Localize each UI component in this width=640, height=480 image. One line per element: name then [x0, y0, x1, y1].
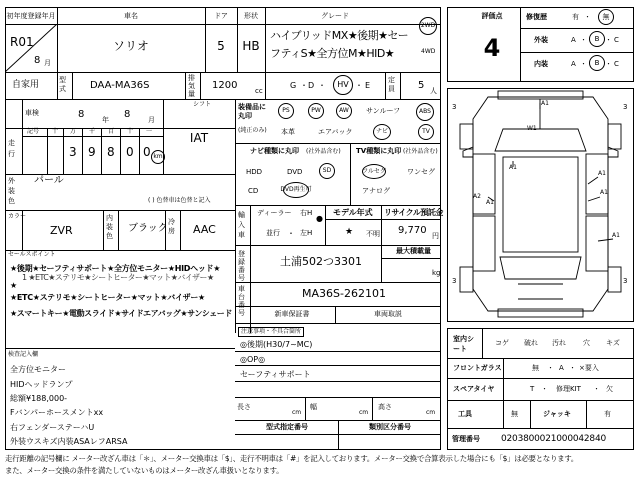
plate-value: 土浦502つ3301	[280, 255, 362, 268]
windshield-none: 無	[532, 364, 539, 372]
exterior-value: パール	[34, 175, 64, 186]
mileage-digit-10k: 3	[69, 145, 77, 159]
mileage-digit-100: 8	[107, 145, 115, 159]
mileage-digit-1k: 9	[88, 145, 96, 159]
caution-line1: ◎後期(H30/7~MC)	[240, 340, 313, 349]
inspector-line4: Fバンパーホースメントxx	[10, 408, 104, 417]
equip-navi-circled: ナビ	[373, 124, 391, 140]
fuel-d: D	[308, 81, 315, 90]
jack-label: ジャッキ	[543, 410, 571, 418]
model-year-value: ★	[345, 227, 354, 237]
int-grade-b-circled: B	[589, 55, 605, 71]
drive-4wd-label: 4WD	[421, 48, 436, 55]
tv-label: TV種類に丸印	[356, 147, 402, 155]
digit-label-1: 一	[146, 128, 153, 135]
first-reg-era-year: R01	[10, 35, 34, 49]
fuel-g: G	[290, 81, 297, 90]
capacity-label: 定員	[388, 76, 395, 93]
digit-label-sign: 記号	[27, 128, 40, 135]
car-name-label: 車名	[124, 12, 138, 20]
displacement-label: 排気量	[188, 74, 195, 98]
digit-label-10: 十	[127, 128, 134, 135]
ext-grade-b-circled: B	[589, 31, 605, 47]
diag-a1-right-front: A1	[598, 170, 606, 177]
tv-oneseg: ワンセグ	[407, 168, 435, 176]
car-name-value: ソリオ	[113, 39, 149, 53]
sales-point-overlap: 1 ★ETC★ステリモ★シートヒーター★マット★バイザー★	[22, 273, 214, 282]
model-label: 型式	[59, 76, 66, 93]
seat-stain: 汚れ	[552, 339, 566, 347]
displacement-value: 1200	[212, 80, 238, 91]
capacity-load-unit: kg	[432, 269, 441, 277]
sales-point-line1: ★後期★セーフティサポート★全方位モニター★HIDヘッド★	[10, 264, 221, 273]
capacity-value: 5	[418, 80, 425, 91]
navi-dvd-playback-circled: DVD再生可	[283, 182, 309, 198]
usage-value: 自家用	[12, 80, 40, 90]
car-damage-diagram	[448, 89, 633, 321]
dim-height-label: 高さ	[378, 403, 392, 411]
import-lhd: 左H	[300, 229, 313, 237]
grade-line1: ハイブリッドMX★後期★セー	[270, 29, 409, 42]
seat-hole: 穴	[583, 339, 590, 347]
inspection-year: 8	[78, 109, 85, 120]
diag-bracket-tl: 3	[452, 103, 457, 111]
first-reg-label: 初年度登録年月	[6, 12, 56, 20]
import-dealer: ディーラー	[257, 209, 292, 217]
vin-label: 車台番号	[238, 285, 245, 317]
mgmt-number-value: 0203800021000042840	[501, 434, 606, 444]
digit-label-10k: 万	[70, 128, 77, 135]
recycle-value: 9,770	[398, 225, 427, 236]
footer-note-1: 走行距離の記号欄に メーター改ざん車は「＊」、メーター交換車は「$」、走行不明車は「#」を記入しております。メーター交換で合算表示した場合にも「$」は必要となります。	[5, 454, 578, 463]
recycle-label: リサイクル預託金	[384, 208, 443, 217]
import-rhd-mark: ●	[316, 214, 323, 223]
equip-tv-circled: TV	[418, 124, 434, 140]
inspector-line2: HIDヘッドランプ	[10, 380, 73, 389]
jack-value: 有	[604, 410, 611, 418]
sales-point-extra-star: ★	[10, 281, 18, 290]
inspection-month-unit: 月	[148, 116, 155, 124]
equip-airbag: エアバック	[318, 128, 353, 136]
ac-value: AAC	[193, 223, 216, 236]
dim-length-label: 長さ	[237, 403, 251, 411]
digit-label-1k: 千	[89, 128, 96, 135]
equipment-label: 装備品に丸印	[238, 103, 266, 120]
windshield-label: フロントガラス	[453, 364, 502, 372]
tools-value: 無	[511, 410, 518, 418]
navi-label: ナビ種類に丸印	[250, 147, 299, 155]
grade-line2: フティS★全方位M★HID★	[270, 47, 395, 60]
warranty-label: 新車保証書	[274, 310, 310, 318]
dim-width-label: 幅	[310, 403, 317, 411]
navi-sd-circled: SD	[319, 163, 335, 179]
ext-grade-c: C	[614, 36, 619, 44]
exterior-grade-label: 外装	[534, 36, 548, 44]
equipment-sub: (純正のみ)	[238, 127, 267, 134]
recycle-unit: 円	[432, 232, 439, 240]
diag-a2-left: A2	[473, 193, 481, 200]
spare-missing: 欠	[606, 385, 613, 393]
grade-label: グレード	[321, 12, 349, 20]
model-no-label: 型式指定番号	[266, 423, 308, 431]
caution-line2: ◎OP◎	[240, 355, 266, 364]
ac-label: 冷房	[168, 218, 175, 235]
first-reg-divider	[5, 24, 57, 72]
shift-value: IAT	[189, 131, 209, 145]
navi-sub: (社外品含む)	[306, 148, 341, 155]
interior-seat-label: 室内シート	[453, 335, 474, 353]
repair-no-circled: 無	[598, 9, 614, 25]
first-reg-month-unit: 月	[44, 59, 51, 67]
color-code: ZVR	[50, 224, 73, 237]
exterior-label: 外装色	[8, 177, 15, 205]
dim-height-unit: cm	[426, 409, 436, 416]
windshield-a: A	[559, 364, 564, 372]
sales-point-line2: ★ETC★ステリモ★シートヒーター★マット★バイザー★	[10, 293, 205, 302]
inspection-month: 8	[124, 109, 131, 120]
diag-a1-right-rear: A1	[612, 232, 620, 239]
mileage-unit-km: km	[151, 150, 165, 164]
score-value: 4	[483, 34, 501, 62]
repair-history-label: 修復歴	[526, 13, 547, 21]
inspector-line5: 右フェンダーステーハU	[10, 423, 95, 432]
equip-leather: 本革	[281, 128, 295, 136]
fuel-hv-circled: HV	[333, 75, 353, 95]
caution-label: 注意事項・不具合箇所	[238, 327, 304, 337]
diag-a1-front: A1	[541, 100, 549, 107]
shift-label: シフト	[193, 101, 212, 108]
doors-value: 5	[217, 39, 225, 53]
mgmt-number-label: 管理番号	[452, 435, 480, 443]
displacement-unit: cc	[255, 87, 263, 95]
tv-fullseg-circled: フルセグ	[362, 164, 386, 179]
diag-bracket-bl: 3	[452, 277, 457, 285]
inspector-line6: 外装ウスキズ内装ASAレフARSA	[10, 437, 128, 446]
int-grade-c: C	[614, 60, 619, 68]
diag-a1-left: A1	[486, 199, 494, 206]
mileage-digit-10: 0	[126, 145, 134, 159]
capacity-load-label: 最大積載量	[396, 247, 431, 255]
inspection-year-unit: 年	[102, 116, 109, 124]
tv-sub: (社外品含む)	[403, 148, 438, 155]
drive-2wd-badge: 2WD	[419, 17, 437, 35]
tv-analog: アナログ	[362, 187, 390, 195]
capacity-unit: 人	[430, 87, 437, 95]
seat-scratch: キズ	[606, 339, 620, 347]
equip-pw-circled: PW	[308, 103, 324, 119]
interior-color-value: ブラック	[128, 223, 168, 234]
fuel-e: E	[365, 81, 371, 90]
navi-cd: CD	[248, 187, 259, 195]
footer-note-2: また、メーター交換の条件を満たしていないものはメーター改ざん車扱いとなります。	[5, 466, 284, 475]
model-year-unknown: 不明	[366, 230, 380, 238]
plate-label: 登録番号	[238, 250, 245, 282]
shape-label: 形状	[244, 12, 258, 20]
inspection-label: 車検	[25, 109, 39, 117]
doors-label: ドア	[214, 12, 228, 20]
diag-w1: W1	[527, 125, 537, 132]
equip-sunroof: サンルーフ	[366, 107, 401, 115]
model-value: DAA-MA36S	[90, 80, 150, 91]
manual-label: 車両取説	[374, 310, 402, 318]
import-rhd: 右H	[300, 209, 313, 217]
diag-a1-roof: A1	[509, 164, 517, 171]
diag-bracket-br: 3	[623, 277, 628, 285]
navi-dvd: DVD	[287, 168, 303, 176]
caution-line3: セーフティサポート	[240, 370, 311, 379]
score-label: 評価点	[481, 12, 503, 20]
seat-burn: コゲ	[495, 339, 509, 347]
dim-length-unit: cm	[292, 409, 302, 416]
import-label: 輸入車	[238, 211, 245, 239]
spare-t: T	[530, 385, 535, 393]
digit-label-100k: 十	[52, 128, 59, 135]
spare-tire-label: スペアタイヤ	[453, 385, 495, 393]
navi-hdd: HDD	[246, 168, 263, 176]
repair-yes: 有	[572, 13, 579, 21]
mileage-label: 走行	[8, 139, 15, 158]
ext-grade-a: A	[571, 36, 576, 44]
vin-value: MA36S-262101	[302, 287, 386, 300]
exterior-note: ( ) 色替車は色替と記入	[148, 197, 211, 204]
class-no-label: 類別区分番号	[369, 423, 411, 431]
digit-label-100: 百	[108, 128, 115, 135]
inspector-line1: 全方位モニター	[10, 365, 66, 374]
sales-points-label: セールスポイント	[8, 251, 56, 258]
import-parallel: 並行	[266, 229, 280, 237]
int-grade-a: A	[571, 60, 576, 68]
interior-grade-label: 内装	[534, 60, 548, 68]
first-reg-month: 8	[34, 55, 41, 66]
seat-tear: 破れ	[524, 339, 538, 347]
inspector-line3: 総額¥188,000-	[10, 394, 68, 403]
equip-aw-circled: AW	[336, 103, 352, 119]
diag-bracket-tr: 3	[623, 103, 628, 111]
windshield-replace: ×要入	[579, 364, 599, 372]
dim-width-unit: cm	[359, 409, 369, 416]
color-label: カラー	[8, 213, 27, 220]
model-year-label: モデル年式	[333, 208, 373, 217]
diag-a1-right-mid: A1	[600, 189, 608, 196]
spare-repair-kit: 修理KIT	[556, 385, 581, 393]
equip-ps-circled: PS	[278, 103, 294, 119]
equip-abs-circled: ABS	[416, 103, 434, 121]
mileage-digit-1: 0	[143, 145, 151, 159]
shape-value: HB	[242, 39, 260, 53]
inspector-label: 検査記入欄	[8, 351, 39, 358]
interior-color-label: 内装色	[106, 214, 113, 240]
sales-point-line3: ★スマートキー★電動スライド★サイドエアバッグ★サンシェード	[10, 309, 233, 318]
tools-label: 工具	[458, 410, 472, 418]
